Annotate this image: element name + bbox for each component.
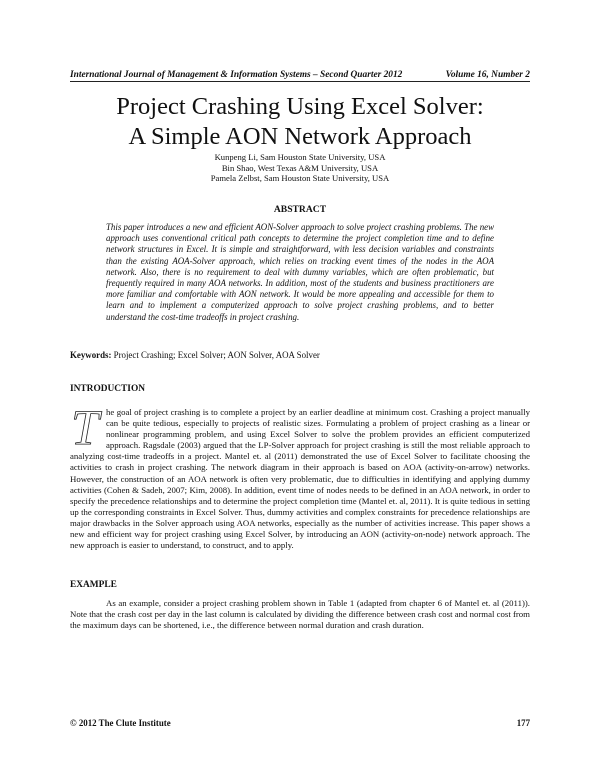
example-text: As an example, consider a project crashing problem shown in Table 1 (adapted from chapter 6 of Mantel et. al (2011)). Note that the crash cost per day in the last column is calculated by dividing the difference between crash cost and normal cost from the maximum days can be shortened, i.e., the difference between normal duration and crash duration. [70, 598, 530, 631]
author-2: Bin Shao, West Texas A&M University, USA [221, 162, 379, 173]
abstract-text: This paper introduces a new and efficient AON-Solver approach to solve project crashing problems. The new approach uses conventional critical path concepts to determine the project completion time and to define network structures in Excel. It is simple and straightforward, with less decision variables and constraints than the existing AOA-Solver approach, which relies on tracking event times of the nodes in the AOA network. Also, there is no requirement to deal with dummy variables, which are often problematic, but frequently required in many AOA networks. In addition, most of the students and business practitioners are more familiar and comfortable with AON network. It would be more appealing and accessible for them to learn and to implement a computerized approach to solve project crashing problems, and to better understand the cost-time tradeoffs in project crashing. [106, 222, 494, 322]
journal-name: International Journal of Management & Information Systems – Second Quarter 2012 [70, 70, 403, 80]
keywords [70, 350, 530, 360]
copyright: © 2012 The Clute Institute [70, 718, 171, 728]
introduction-heading: INTRODUCTION [70, 384, 146, 394]
page-number: 177 [516, 718, 530, 728]
author-list [100, 152, 500, 184]
drop-cap: T [71, 399, 99, 455]
keywords-label: Keywords: [70, 350, 112, 360]
introduction-body [70, 399, 530, 551]
author-3: Pamela Zelbst, Sam Houston State University, USA [210, 173, 390, 184]
running-header [70, 70, 530, 82]
introduction-text: he goal of project crashing is to complete a project by an earlier deadline at minimum cost. Crashing a project manually can be quite tedious, especially to projects of realistic sizes. Formulating a problem of project crashing as a linear or nonlinear programming problem, and using Excel Solver to solve the problem provides an efficient computerized approach. Ragsdale (2003) argued that the LP-Solver approach for project crashing is still the most reliable approach to analyzing cost-time tradeoffs in a project. Mantel et. al (2011) demonstrated the use of Excel Solver to facilitate choosing the activities to crash in project crashing. The network diagram in their approach is based on AOA (activity-on-arrow) networks. However, the construction of an AOA network is often very problematic, due to difficulties in identifying and applying dummy activities (Cohen & Sadeh, 2007; Kim, 2008). In addition, event time of nodes needs to be defined in an AOA network, in order to specify the precedence relationships and to determine the project completion time (Mantel et. al, 2011). It is quite tedious in setting up the corresponding constraints in Excel Solver. Thus, dummy activities and complex constraints for precedence relationships are major drawbacks in the Solver approach using AOA networks, especially as the number of activities increase. This paper shows a new and efficient way for project crashing using Excel Solver, by introducing an AON (activity-on-node) network approach. The new approach is easier to understand, to construct, and to apply. [70, 407, 530, 551]
abstract-heading: ABSTRACT [273, 204, 327, 215]
example-heading: EXAMPLE [70, 580, 117, 590]
author-1: Kunpeng Li, Sam Houston State University, USA [214, 152, 386, 162]
page-footer [70, 718, 530, 728]
paper-title [60, 92, 540, 152]
title-line-1: Project Crashing Using Excel Solver: [116, 93, 484, 120]
title-line-2: A Simple AON Network Approach [128, 123, 472, 150]
volume-number: Volume 16, Number 2 [445, 70, 530, 80]
keywords-text: Project Crashing; Excel Solver; AON Solver, AOA Solver [113, 350, 320, 360]
